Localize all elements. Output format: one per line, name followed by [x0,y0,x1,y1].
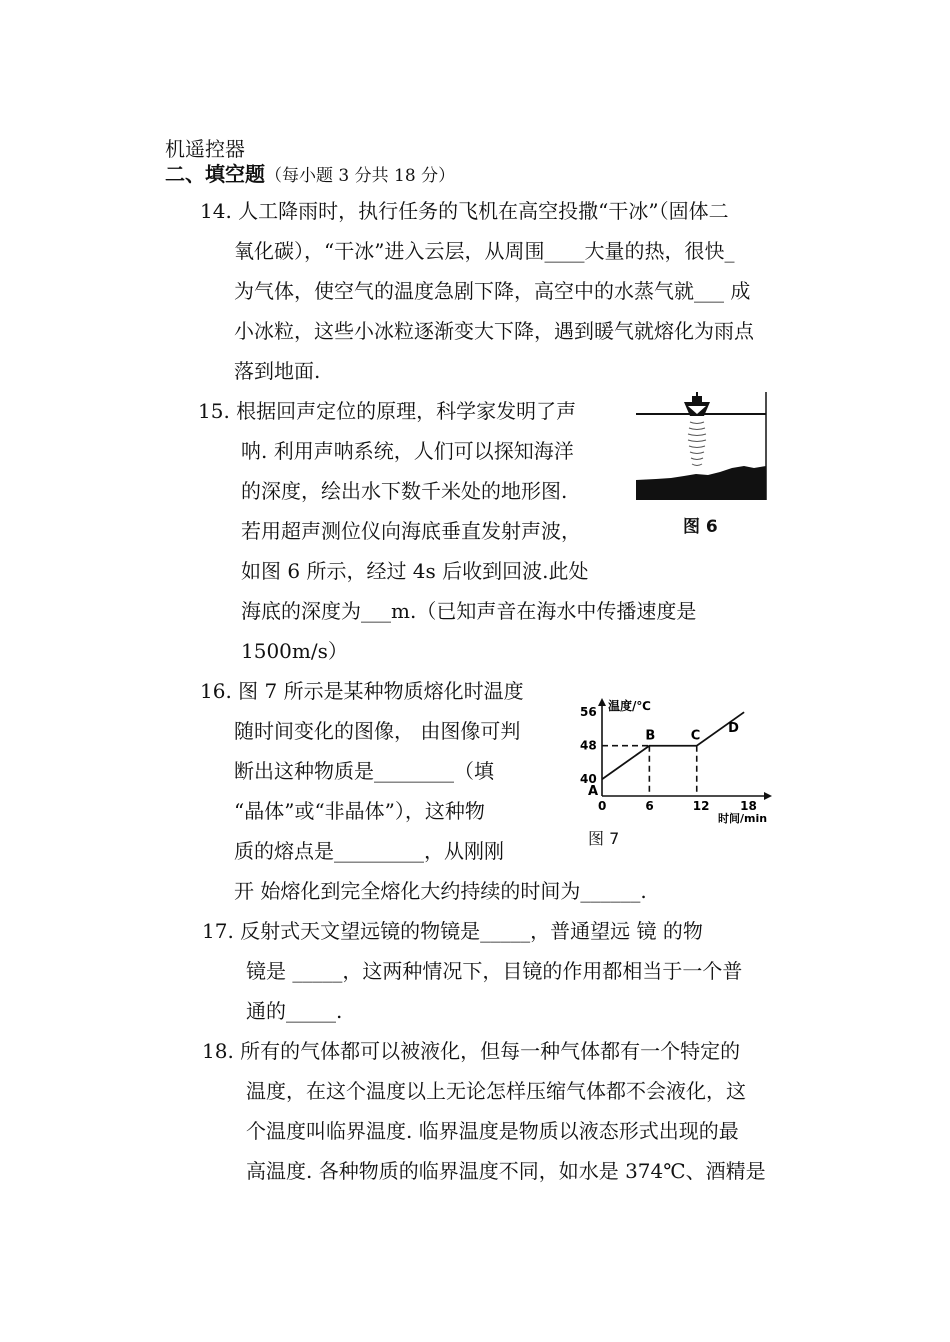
y-tick-label: 56 [580,705,597,720]
x-tick-label: 0 [598,799,607,813]
x-axis-label: 时间/min [718,812,768,824]
point-label: D [728,721,739,737]
q15-line: 呐. 利用声呐系统，人们可以探知海洋 [241,439,574,463]
q16-line: 随时间变化的图像， 由图像可判 [234,719,521,743]
y-tick-label: 40 [580,772,597,787]
q14-line: 为气体，使空气的温度急剧下降，高空中的水蒸气就___ 成 [234,279,751,303]
seabed-terrain [636,466,766,500]
point-label: C [690,728,701,744]
y-axis-arrow [598,698,606,706]
q14-line: 落到地面. [234,359,321,383]
q14-line: 小冰粒，这些小冰粒逐渐变大下降，遇到暖气就熔化为雨点 [234,319,754,343]
sound-wave-icon [688,422,706,466]
q18-line: 个温度叫临界温度. 临界温度是物质以液态形式出现的最 [246,1119,739,1143]
figure-7-caption: 图 7 [588,829,620,848]
q17-line: 通的_____. [246,999,343,1023]
ship-icon [684,392,710,416]
q17-line: 17. 反射式天文望远镜的物镜是_____，普通望远 镜 的物 [202,919,703,943]
point-label: A [588,784,599,800]
x-tick-label: 18 [740,799,757,813]
q16-line: 断出这种物质是________（填 [234,759,494,783]
q15-line: 15. 根据回声定位的原理，科学家发明了声 [198,399,577,423]
q15-line: 如图 6 所示，经过 4s 后收到回波.此处 [241,559,589,583]
q18-line: 温度，在这个温度以上无论怎样压缩气体都不会液化，这 [246,1079,746,1103]
q17-line: 镜是 _____，这两种情况下，目镜的作用都相当于一个普 [246,959,743,983]
q15-line: 海底的深度为___m.（已知声音在海水中传播速度是 [241,599,697,623]
point-label: B [645,728,656,744]
x-tick-label: 6 [645,799,654,813]
figure-6-caption: 图 6 [683,517,718,537]
q16-line: “晶体”或“非晶体”），这种物 [234,799,485,823]
q18-line: 18. 所有的气体都可以被液化，但每一种气体都有一个特定的 [202,1039,741,1063]
q16-line: 开 始熔化到完全熔化大约持续的时间为______. [234,879,647,903]
q16-line: 16. 图 7 所示是某种物质熔化时温度 [200,679,524,703]
page-fragment-text: 机遥控器 [165,137,245,161]
q15-line: 的深度，绘出水下数千米处的地形图. [241,479,568,503]
melting-curve-chart [580,696,780,824]
section-title-label: 二、填空题 [165,162,265,186]
q14-line: 氧化碳），“干冰”进入云层，从周围____大量的热，很快_ [234,239,735,263]
y-axis-label: 温度/℃ [608,699,651,713]
q18-line: 高温度. 各种物质的临界温度不同，如水是 374℃、酒精是 [246,1159,766,1183]
x-axis-arrow [764,792,772,800]
section-title-note: （每小题 3 分共 18 分） [265,166,456,186]
q15-line: 1500m/s） [241,639,348,663]
x-tick-label: 12 [692,799,710,813]
q15-line: 若用超声测位仪向海底垂直发射声波， [241,519,581,543]
q14-line: 14. 人工降雨时，执行任务的飞机在高空投撒“干冰”（固体二 [200,199,729,223]
sonar-figure [636,392,770,502]
section-title [165,161,455,189]
y-tick-label: 48 [580,738,597,753]
q16-line: 质的熔点是_________，从刚刚 [234,839,504,863]
